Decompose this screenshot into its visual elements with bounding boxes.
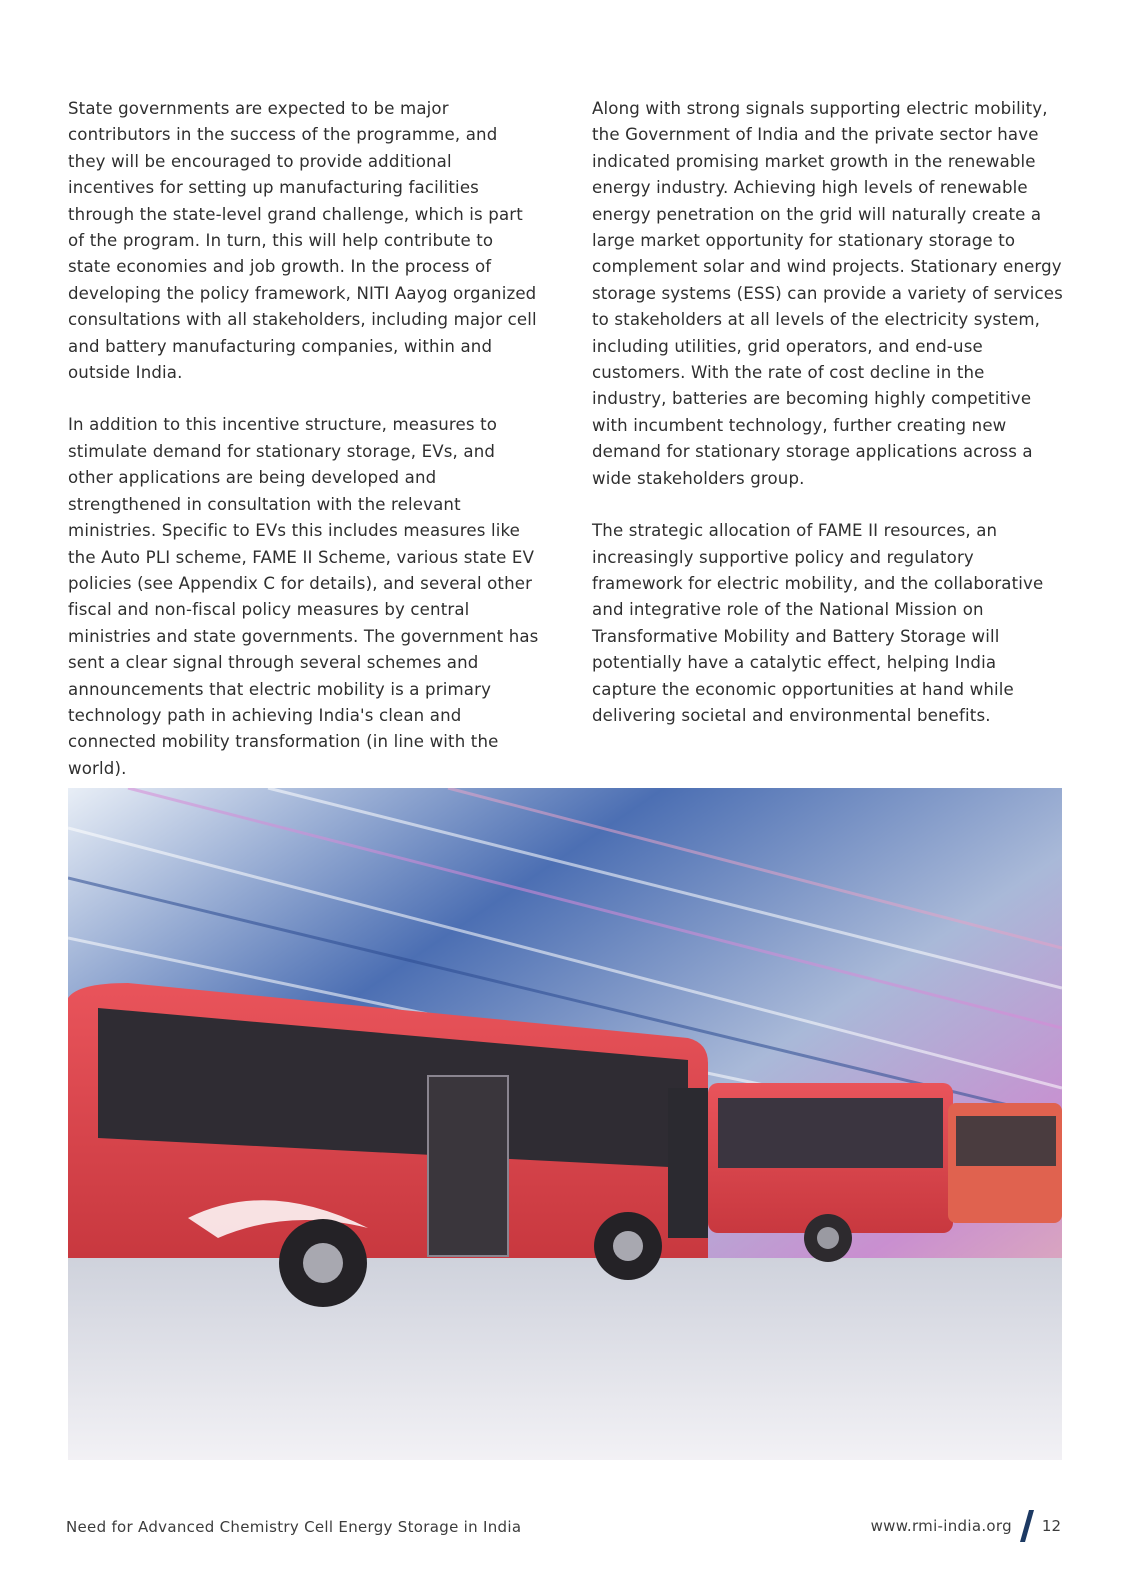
footer-right — [871, 1510, 1061, 1542]
left-text-column — [68, 96, 540, 808]
paragraph: The strategic allocation of FAME II resources, an increasingly supportive policy and regulatory framework for electric mobility, and the collaborative and integrative role of the National Mission on Transformative Mobility and Battery Storage will potentially have a catalytic effect, helping India capture the economic opportunities at hand while delivering societal and environmental benefits. — [592, 521, 1044, 725]
paragraph: In addition to this incentive structure, measures to stimulate demand for stationary storage, EVs, and other applications are being developed and strengthened in consultation with the relevant ministries. Specific to EVs this includes measures like the Auto PLI scheme, FAME II Scheme, various state EV policies (see Appendix C for details), and several other fiscal and non-fiscal policy measures by central ministries and state governments. The government has sent a clear signal through several schemes and announcements that electric mobility is a primary technology path in achieving India's clean and connected mobility transformation (in line with the world). — [68, 415, 539, 778]
page-number: 12 — [1041, 1517, 1061, 1535]
right-text-column — [592, 96, 1064, 755]
bus-depot-photo — [68, 788, 1062, 1460]
footer-document-title: Need for Advanced Chemistry Cell Energy Storage in India — [66, 1518, 522, 1536]
footer-url-link[interactable]: www.rmi-india.org — [870, 1517, 1012, 1535]
slash-divider-icon — [1020, 1510, 1034, 1542]
paragraph: Along with strong signals supporting electric mobility, the Government of India and the private sector have indicated promising market growth in the renewable energy industry. Achieving high levels of renewable energy penetration on the grid will naturally create a large market opportunity for stationary storage to complement solar and wind projects. Stationary energy storage systems (ESS) can provide a variety of services to stakeholders at all levels of the electricity system, including utilities, grid operators, and end-use customers. With the rate of cost decline in the industry, batteries are becoming highly competitive with incumbent technology, further creating new demand for stationary storage applications across a wide stakeholders group. — [592, 99, 1063, 488]
bus-illustration — [68, 788, 1062, 1460]
paragraph: State governments are expected to be major contributors in the success of the programme, and they will be encouraged to provide additional incentives for setting up manufacturing facilities through the state-level grand challenge, which is part of the program. In turn, this will help contribute to state economies and job growth. In the process of developing the policy framework, NITI Aayog organized consultations with all stakeholders, including major cell and battery manufacturing companies, within and outside India. — [68, 99, 537, 383]
